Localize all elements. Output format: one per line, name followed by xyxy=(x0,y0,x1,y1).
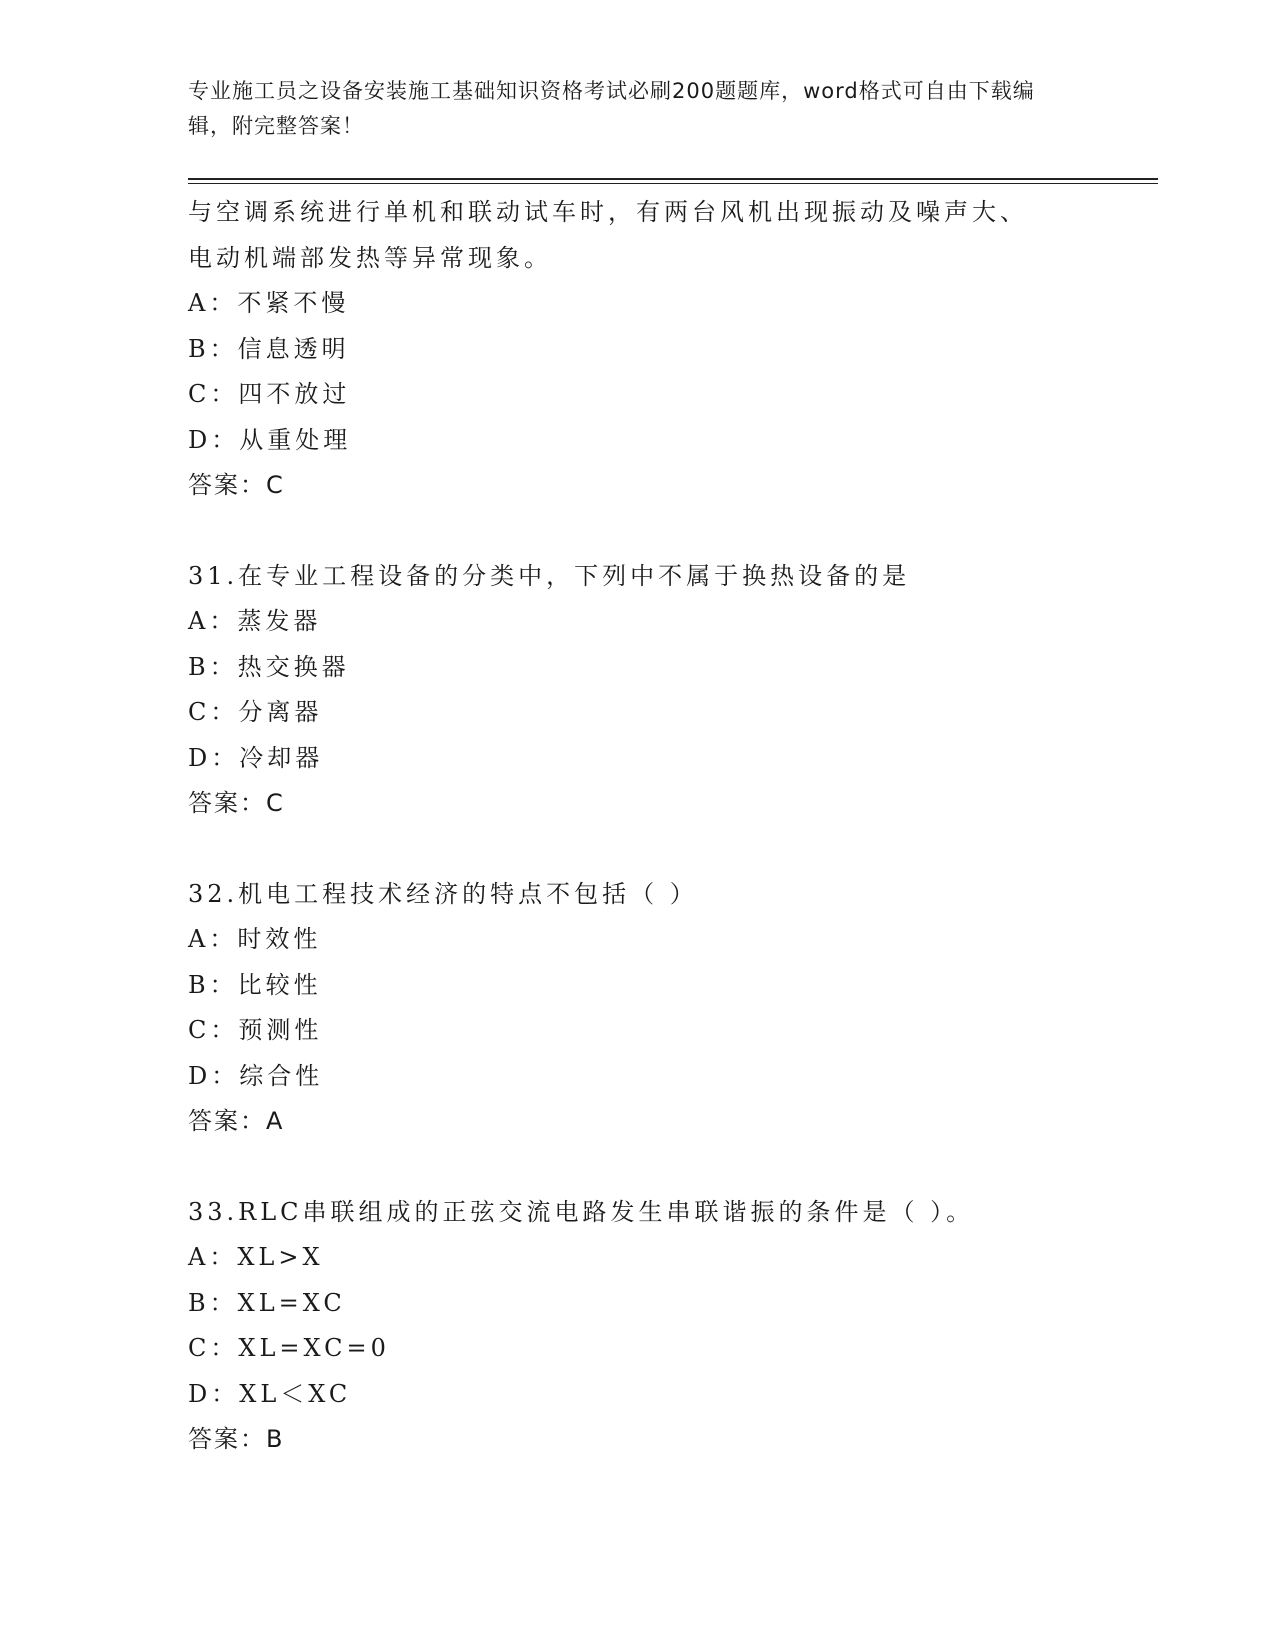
question-block-33 xyxy=(188,1190,1068,1463)
question-block-intro xyxy=(188,190,1068,509)
option-c: C：四不放过 xyxy=(188,380,351,408)
option-d: D：综合性 xyxy=(188,1061,324,1090)
spacer xyxy=(188,1145,1068,1190)
option-a: A：时效性 xyxy=(188,925,322,953)
option-b: B：XL=XC xyxy=(188,1288,346,1317)
option-d: D：从重处理 xyxy=(188,425,352,454)
option-c: C：XL=XC=0 xyxy=(188,1334,390,1362)
question-stem-line: 与空调系统进行单机和联动试车时，有两台风机出现振动及噪声大、 xyxy=(188,198,1028,226)
option-a: A：蒸发器 xyxy=(188,607,322,635)
question-stem: 33.RLC串联组成的正弦交流电路发生串联谐振的条件是（ ）。 xyxy=(188,1197,975,1226)
header-divider xyxy=(188,178,1158,184)
option-c: C：分离器 xyxy=(188,698,323,726)
document-content xyxy=(188,190,1068,1463)
answer-line: 答案：B xyxy=(188,1425,285,1453)
option-b: B：信息透明 xyxy=(188,334,350,363)
spacer xyxy=(188,827,1068,872)
question-block-32 xyxy=(188,872,1068,1145)
option-a: A：XL>X xyxy=(188,1243,324,1271)
answer-line: 答案：A xyxy=(188,1107,285,1135)
question-stem: 32.机电工程技术经济的特点不包括（ ） xyxy=(188,879,698,908)
option-b: B：比较性 xyxy=(188,970,322,999)
document-header-title: 专业施工员之设备安装施工基础知识资格考试必刷200题题库，word格式可自由下载编辑，附完整答案！ xyxy=(188,79,1035,138)
question-block-31 xyxy=(188,554,1068,827)
option-d: D：XL＜XC xyxy=(188,1379,352,1408)
spacer xyxy=(188,509,1068,554)
question-stem-line: 电动机端部发热等异常现象。 xyxy=(188,243,552,272)
option-a: A：不紧不慢 xyxy=(188,289,350,317)
question-stem: 31.在专业工程设备的分类中，下列中不属于换热设备的是 xyxy=(188,561,911,590)
answer-line: 答案：C xyxy=(188,471,285,499)
answer-line: 答案：C xyxy=(188,789,285,817)
option-b: B：热交换器 xyxy=(188,652,350,681)
option-c: C：预测性 xyxy=(188,1016,323,1044)
option-d: D：冷却器 xyxy=(188,743,324,772)
